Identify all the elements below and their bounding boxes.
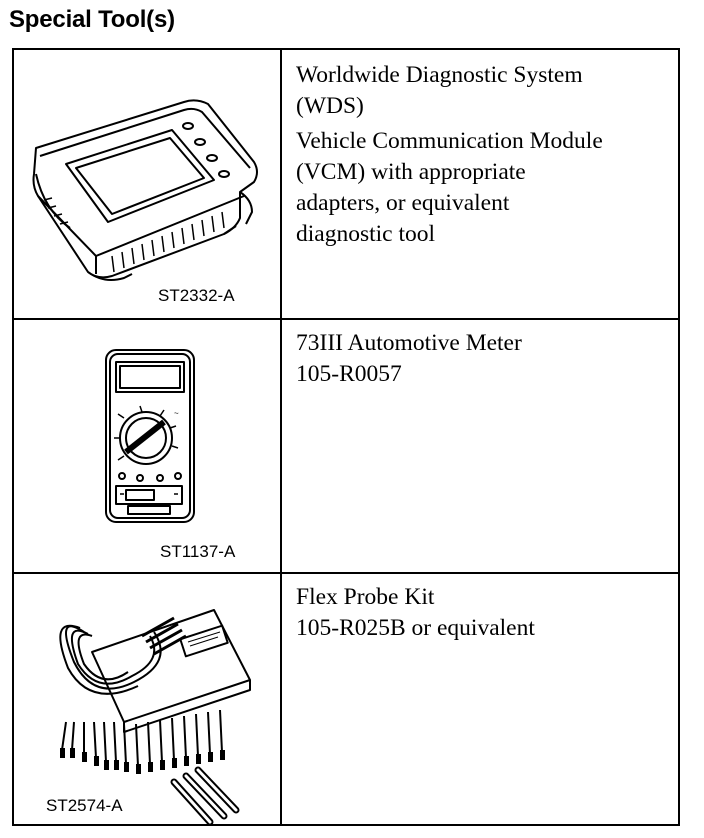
- special-tools-table: [12, 48, 680, 826]
- tool-illustration-cell: [14, 318, 280, 572]
- tool-reference-code: ST2332-A: [158, 286, 235, 305]
- tool-description: [296, 60, 668, 250]
- description-line: 73III Automotive Meter: [296, 330, 522, 356]
- tool-reference-code: ST2574-A: [46, 796, 123, 815]
- tool-description: [296, 328, 668, 390]
- tool-illustration-cell: [14, 50, 280, 318]
- description-line: Vehicle Communication Module: [296, 128, 603, 154]
- description-line: 105-R0057: [296, 361, 402, 387]
- description-line: adapters, or equivalent: [296, 190, 510, 216]
- description-line: diagnostic tool: [296, 221, 436, 247]
- tool-reference-code: ST1137-A: [160, 542, 236, 561]
- description-line: (VCM) with appropriate: [296, 159, 526, 185]
- tool-description: [296, 582, 668, 644]
- flex-probe-kit-illustration-icon: [14, 572, 280, 826]
- page-title: Special Tool(s): [9, 6, 175, 33]
- description-line: 105-R025B or equivalent: [296, 615, 535, 641]
- description-line: Worldwide Diagnostic System: [296, 62, 583, 88]
- tool-illustration-cell: [14, 572, 280, 826]
- tool-row-automotive-meter: [14, 318, 678, 572]
- tool-row-flex-probe-kit: [14, 572, 678, 826]
- diagnostic-system-illustration-icon: [14, 50, 280, 318]
- description-line: Flex Probe Kit: [296, 584, 435, 610]
- svg-text:~: ~: [174, 409, 179, 418]
- description-line: (WDS): [296, 93, 364, 119]
- tool-row-wds: [14, 50, 678, 318]
- multimeter-illustration-icon: [14, 318, 280, 572]
